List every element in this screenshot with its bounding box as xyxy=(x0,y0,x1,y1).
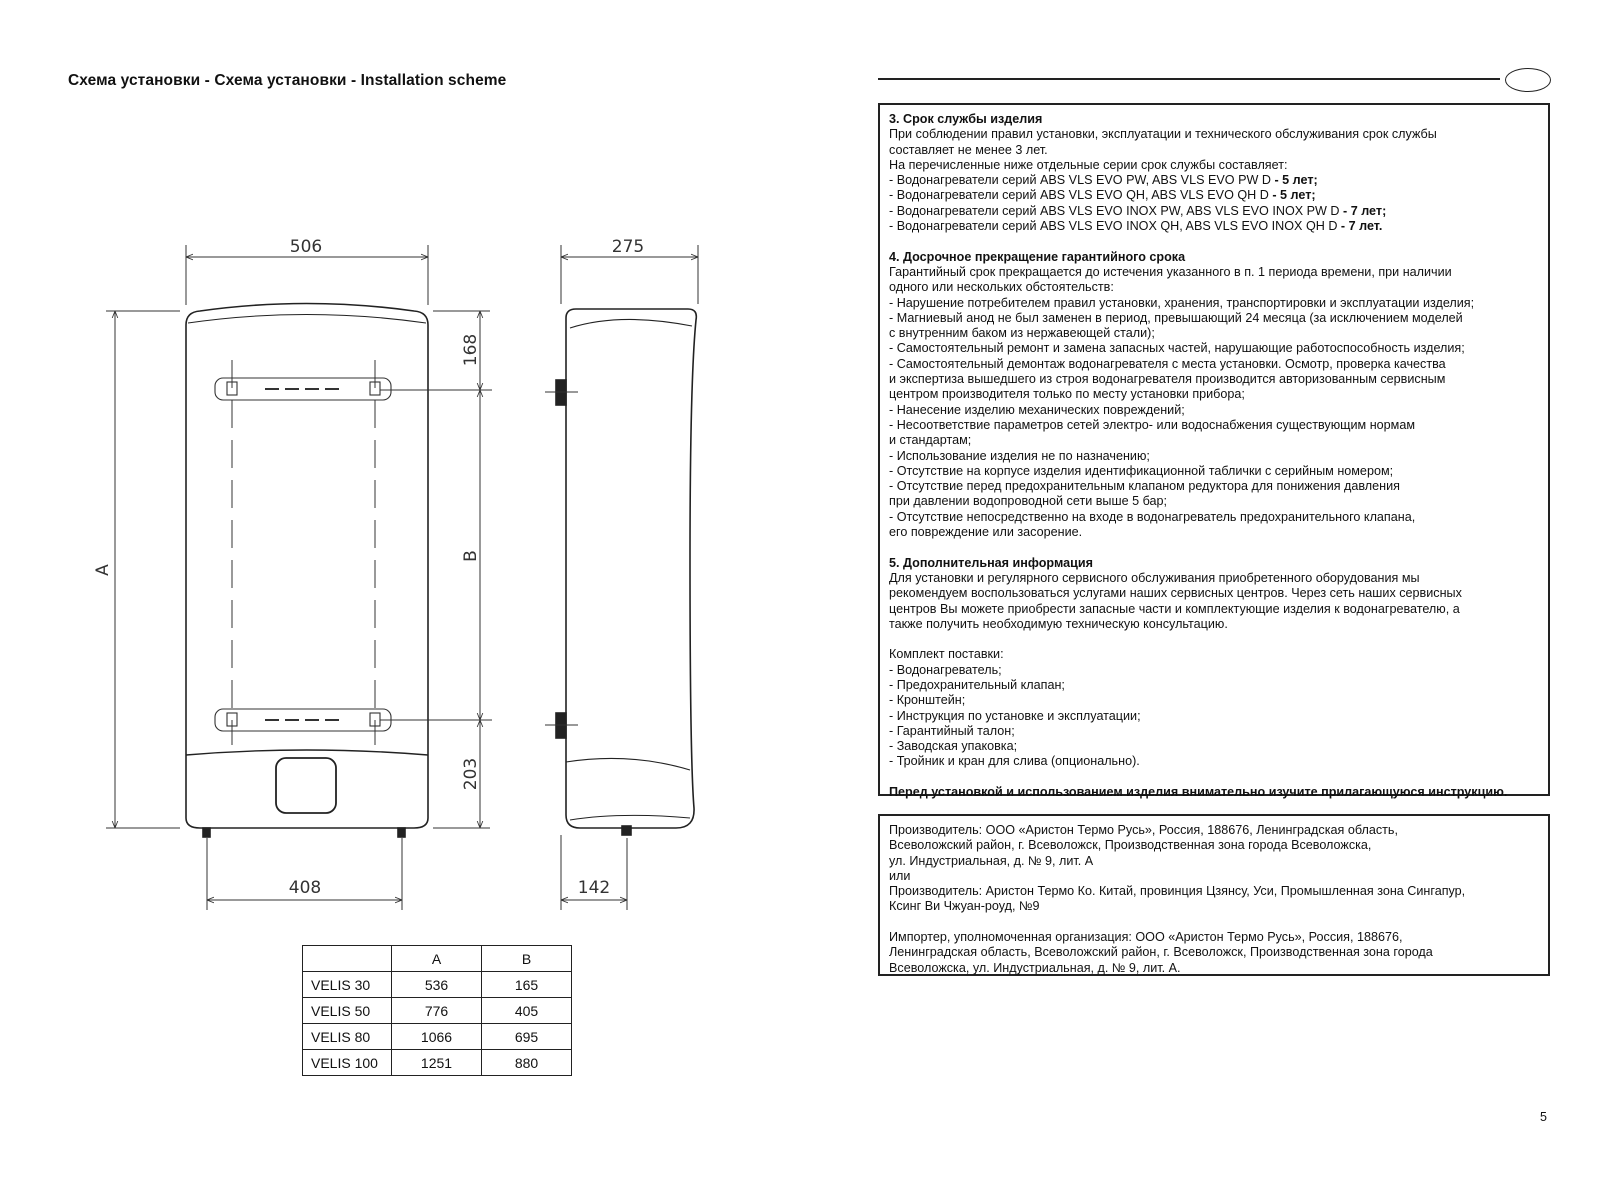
table-row xyxy=(303,1050,572,1076)
table-cell-model: VELIS 100 xyxy=(303,1050,392,1076)
manufacturer-line: Производитель: ООО «Аристон Термо Русь», Россия, 188676, Ленинградская область, xyxy=(889,823,1398,837)
table-cell-model: VELIS 80 xyxy=(303,1024,392,1050)
series-term: - 7 лет. xyxy=(1337,219,1383,234)
kit-item: - Тройник и кран для слива (опционально). xyxy=(889,754,1140,769)
section-4-heading: 4. Досрочное прекращение гарантийного срока xyxy=(889,249,1186,264)
series-item xyxy=(889,173,1539,188)
installation-drawing xyxy=(0,0,850,960)
section-4-line: - Нарушение потребителем правил установки, хранения, транспортировки и эксплуатации изделия; xyxy=(889,295,1475,310)
side-dimensions xyxy=(545,245,698,910)
section-4-line: с внутренним баком из нержавеющей стали); xyxy=(889,326,1155,341)
manufacturer-box xyxy=(878,814,1550,976)
manufacturer-line: ул. Индустриальная, д. № 9, лит. А xyxy=(889,853,1094,868)
section-4-line: - Самостоятельный ремонт и замена запасных частей, нарушающие работоспособность изделия; xyxy=(889,341,1465,356)
dim-506: 506 xyxy=(289,237,323,257)
importer-line: Импортер, уполномоченная организация: ООО «Аристон Термо Русь», Россия, 188676, xyxy=(889,930,1403,945)
manufacturer-line: Производитель: Аристон Термо Ко. Китай, провинция Цзянсу, Уси, Промышленная зона Сингапур, xyxy=(889,884,1466,899)
section-3-line: составляет не менее 3 лет. xyxy=(889,142,1048,157)
section-4-line: - Отсутствие непосредственно на входе в водонагреватель предохранительного клапана, xyxy=(889,509,1416,524)
series-item xyxy=(889,219,1539,234)
section-4-line: - Нанесение изделию механических повреждений; xyxy=(889,402,1185,417)
section-4-line: - Несоответствие параметров сетей электро- или водоснабжения существующим нормам xyxy=(889,417,1415,432)
dim-168: 168 xyxy=(461,333,481,367)
manufacturer-line: Ксинг Ви Чжуан-роуд, №9 xyxy=(889,899,1040,914)
header-rule xyxy=(878,78,1500,80)
table-header-cell xyxy=(303,946,392,972)
kit-item: - Водонагреватель; xyxy=(889,662,1002,677)
table-cell-a: 776 xyxy=(392,998,482,1024)
kit-item: - Заводская упаковка; xyxy=(889,739,1018,754)
table-cell-b: 405 xyxy=(482,998,572,1024)
dim-275: 275 xyxy=(611,237,645,257)
page-title: Схема установки - Схема установки - Installation scheme xyxy=(68,72,507,89)
section-4-line: центром производителя только по месту установки прибора; xyxy=(889,387,1245,402)
table-row xyxy=(303,1024,572,1050)
section-5-line: также получить необходимую техническую консультацию. xyxy=(889,616,1228,631)
section-4-line: одного или нескольких обстоятельств: xyxy=(889,280,1114,295)
series-text: - Водонагреватели серий ABS VLS EVO INOX PW, ABS VLS EVO INOX PW D xyxy=(889,203,1340,218)
table-header-cell: B xyxy=(482,946,572,972)
dim-a: A xyxy=(93,564,113,576)
series-item xyxy=(889,204,1539,219)
table-cell-a: 1251 xyxy=(392,1050,482,1076)
table-cell-b: 880 xyxy=(482,1050,572,1076)
dim-408: 408 xyxy=(288,878,322,898)
section-4-line: - Магниевый анод не был заменен в период, превышающий 24 месяца (за исключением моделей xyxy=(889,310,1463,325)
dim-b: B xyxy=(461,550,481,562)
section-3-line: При соблюдении правил установки, эксплуатации и технического обслуживания срок службы xyxy=(889,127,1437,142)
section-3-heading: 3. Срок службы изделия xyxy=(889,112,1043,126)
side-view xyxy=(556,309,696,835)
section-4-line: - Отсутствие на корпусе изделия идентификационной таблички с серийным номером; xyxy=(889,463,1394,478)
table-cell-b: 695 xyxy=(482,1024,572,1050)
section-5-line: центров Вы можете приобрести запасные части и комплектующие изделия к водонагревателю, а xyxy=(889,601,1460,616)
table-cell-a: 536 xyxy=(392,972,482,998)
kit-item: - Гарантийный талон; xyxy=(889,723,1015,738)
section-4-line: его повреждение или засорение. xyxy=(889,525,1083,540)
warranty-info-box xyxy=(878,103,1550,800)
section-4-line: и стандартам; xyxy=(889,433,972,448)
section-5-heading: 5. Дополнительная информация xyxy=(889,555,1093,570)
kit-item: - Кронштейн; xyxy=(889,693,966,708)
series-text: - Водонагреватели серий ABS VLS EVO QH, ABS VLS EVO QH D xyxy=(889,188,1269,203)
table-cell-b: 165 xyxy=(482,972,572,998)
mounting-brackets xyxy=(215,360,391,745)
series-term: - 5 лет; xyxy=(1268,188,1316,203)
section-4-line: при давлении водопроводной сети выше 5 бар; xyxy=(889,494,1168,509)
series-text: - Водонагреватели серий ABS VLS EVO PW, ABS VLS EVO PW D xyxy=(889,173,1271,188)
front-dimensions xyxy=(106,245,492,910)
dim-142: 142 xyxy=(577,878,611,898)
table-cell-model: VELIS 30 xyxy=(303,972,392,998)
models-table xyxy=(302,945,572,1076)
warning-text: Перед установкой и использованием изделия внимательно изучите прилагающуюся инструкцию. xyxy=(889,785,1508,800)
kit-heading: Комплект поставки: xyxy=(889,647,1004,662)
table-row xyxy=(303,972,572,998)
series-item xyxy=(889,188,1539,203)
section-4-line: - Самостоятельный демонтаж водонагревателя с места установки. Осмотр, проверка качества xyxy=(889,356,1446,371)
importer-line: Ленинградская область, Всеволожский район, г. Всеволожск, Производственная зона города xyxy=(889,945,1433,960)
section-4-line: - Использование изделия не по назначению; xyxy=(889,448,1150,463)
front-view xyxy=(186,304,428,838)
section-5-line: рекомендуем воспользоваться услугами наших сервисных центров. Через сеть наших сервисных xyxy=(889,586,1462,601)
kit-item: - Инструкция по установке и эксплуатации; xyxy=(889,708,1141,723)
page-number: 5 xyxy=(1540,1110,1547,1124)
section-4-line: - Отсутствие перед предохранительным клапаном редуктора для понижения давления xyxy=(889,479,1400,494)
section-4-line: и экспертиза вышедшего из строя водонагревателя производится авторизованным сервисным xyxy=(889,372,1446,387)
series-term: - 7 лет; xyxy=(1339,203,1387,218)
section-4-line: Гарантийный срок прекращается до истечения указанного в п. 1 периода времени, при наличии xyxy=(889,264,1452,279)
language-badge-outline xyxy=(1505,68,1551,92)
table-header-row xyxy=(303,946,572,972)
dim-203: 203 xyxy=(461,757,481,791)
series-term: - 5 лет; xyxy=(1270,173,1318,188)
kit-item: - Предохранительный клапан; xyxy=(889,677,1065,692)
importer-line: Всеволожска, ул. Индустриальная, д. № 9, лит. А. xyxy=(889,960,1181,975)
series-text: - Водонагреватели серий ABS VLS EVO INOX QH, ABS VLS EVO INOX QH D xyxy=(889,219,1338,234)
table-cell-a: 1066 xyxy=(392,1024,482,1050)
table-row xyxy=(303,998,572,1024)
manufacturer-line: или xyxy=(889,868,911,883)
section-3-line: На перечисленные ниже отдельные серии срок службы составляет: xyxy=(889,157,1288,172)
table-cell-model: VELIS 50 xyxy=(303,998,392,1024)
table-header-cell: A xyxy=(392,946,482,972)
section-5-line: Для установки и регулярного сервисного обслуживания приобретенного оборудования мы xyxy=(889,570,1420,585)
manufacturer-line: Всеволожский район, г. Всеволожск, Производственная зона города Всеволожска, xyxy=(889,838,1372,853)
